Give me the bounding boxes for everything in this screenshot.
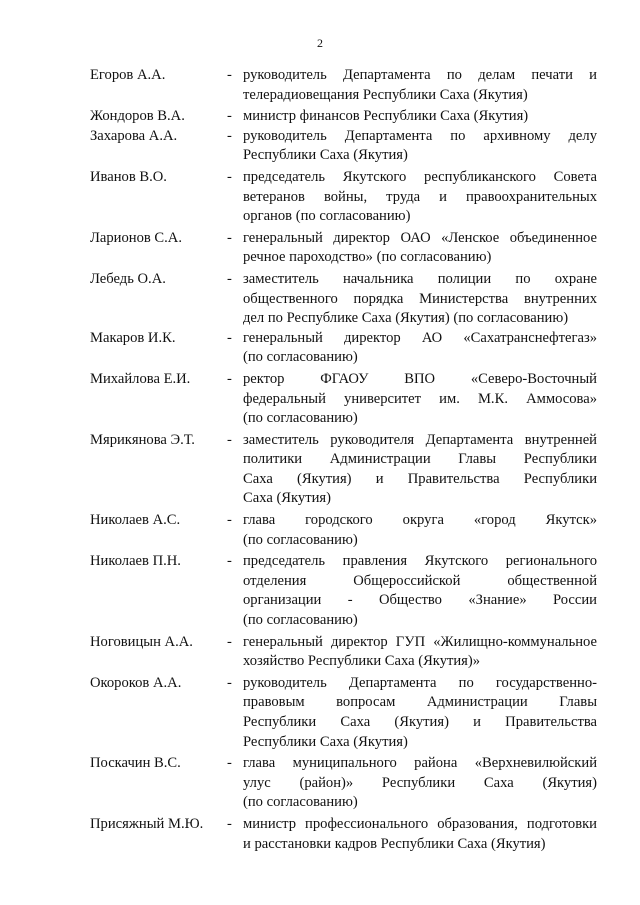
- member-position: [243, 127, 597, 166]
- member-position: [243, 815, 597, 854]
- member-row: [0, 815, 640, 854]
- position-line: руководитель Департамента по делам печати и: [243, 67, 597, 83]
- dash-separator: -: [227, 67, 232, 83]
- member-name: Иванов В.О.: [90, 168, 167, 185]
- position-line: генеральный директор АО «Сахатранснефтегаз»: [243, 329, 597, 346]
- position-line: министр финансов Республики Саха (Якутия): [243, 108, 529, 125]
- member-position: [243, 754, 597, 813]
- member-position: [243, 370, 597, 429]
- member-row: [0, 754, 640, 813]
- member-position: [243, 633, 597, 672]
- member-list: [0, 66, 640, 854]
- position-line: министр профессионального образования, подготовки: [243, 815, 597, 832]
- position-line: отделения Общероссийской общественной: [243, 572, 597, 589]
- position-line: и расстановки кадров Республики Саха (Якутия): [243, 835, 546, 852]
- member-row: [0, 127, 640, 166]
- member-row: [0, 633, 640, 672]
- position-line: глава муниципального района «Верхневилюйский: [243, 755, 597, 772]
- member-row: [0, 329, 640, 368]
- member-name: Николаев А.С.: [90, 512, 181, 529]
- dash-separator: -: [227, 370, 232, 387]
- position-line: правовым вопросам Администрации Главы: [243, 694, 597, 711]
- position-line: заместитель начальника полиции по охране: [243, 270, 597, 287]
- member-name: Поскачин В.С.: [90, 755, 181, 772]
- position-line: генеральный директор ГУП «Жилищно-коммунальное: [243, 633, 597, 650]
- position-line: телерадиовещания Республики Саха (Якутия): [243, 86, 528, 103]
- member-row: [0, 229, 640, 268]
- position-line: руководитель Департамента по государственно-: [243, 674, 597, 691]
- member-name: Михайлова Е.И.: [90, 370, 191, 387]
- position-line: руководитель Департамента по архивному делу: [243, 127, 597, 144]
- position-line: Саха (Якутия) и Правительства Республики: [243, 470, 597, 487]
- position-line: улус (район)» Республики Саха (Якутия): [243, 774, 597, 791]
- position-line: (по согласованию): [243, 531, 358, 548]
- dash-separator: -: [227, 755, 232, 772]
- position-line: органов (по согласованию): [243, 208, 411, 225]
- position-line: генеральный директор ОАО «Ленское объединенное: [243, 229, 597, 246]
- position-line: (по согласованию): [243, 612, 358, 629]
- position-line: (по согласованию): [243, 349, 358, 366]
- dash-separator: -: [227, 815, 232, 832]
- dash-separator: -: [227, 674, 232, 691]
- position-line: Республики Саха (Якутия): [243, 147, 408, 164]
- position-line: глава городского округа «город Якутск»: [243, 512, 597, 529]
- member-name: Окороков А.А.: [90, 674, 182, 691]
- member-position: [243, 168, 597, 227]
- position-line: хозяйство Республики Саха (Якутия)»: [243, 653, 481, 670]
- member-position: [243, 229, 597, 268]
- position-line: Саха (Якутия): [243, 490, 331, 507]
- position-line: Республики Саха (Якутия) и Правительства: [243, 714, 597, 730]
- member-row: [0, 168, 640, 227]
- member-row: [0, 66, 640, 105]
- member-position: [243, 329, 597, 368]
- page-number: 2: [317, 36, 323, 50]
- member-name: Макаров И.К.: [90, 329, 176, 346]
- position-line: организации - Общество «Знание» России: [243, 592, 597, 609]
- member-row: [0, 511, 640, 550]
- member-name: Егоров А.А.: [90, 67, 166, 83]
- dash-separator: -: [227, 270, 232, 287]
- position-line: (по согласованию): [243, 410, 358, 427]
- dash-separator: -: [227, 127, 232, 144]
- dash-separator: -: [227, 168, 232, 185]
- member-row: [0, 674, 640, 752]
- position-line: ветеранов войны, труда и правоохранительных: [243, 188, 597, 205]
- position-line: дел по Республике Саха (Якутия) (по согласованию): [243, 310, 569, 327]
- member-name: Ларионов С.А.: [90, 229, 182, 246]
- member-position: [243, 107, 597, 127]
- dash-separator: -: [227, 108, 232, 125]
- dash-separator: -: [227, 431, 232, 448]
- member-name: Лебедь О.А.: [90, 270, 166, 287]
- position-line: (по согласованию): [243, 794, 358, 811]
- dash-separator: -: [227, 512, 232, 529]
- member-position: [243, 431, 597, 509]
- member-position: [243, 270, 597, 329]
- dash-separator: -: [227, 633, 232, 650]
- dash-separator: -: [227, 553, 232, 570]
- member-name: Ноговицын А.А.: [90, 633, 193, 650]
- position-line: федеральный университет им. М.К. Аммосова»: [243, 390, 597, 407]
- position-line: политики Администрации Главы Республики: [243, 451, 597, 468]
- member-row: [0, 270, 640, 329]
- position-line: речное пароходство» (по согласованию): [243, 249, 492, 266]
- member-position: [243, 66, 597, 105]
- member-name: Мярикянова Э.Т.: [90, 431, 195, 448]
- member-name: Присяжный М.Ю.: [90, 815, 204, 832]
- member-row: [0, 552, 640, 630]
- position-line: общественного порядка Министерства внутренних: [243, 290, 597, 307]
- member-position: [243, 674, 597, 752]
- member-row: [0, 431, 640, 509]
- dash-separator: -: [227, 329, 232, 346]
- position-line: председатель правления Якутского регионального: [243, 553, 597, 570]
- member-name: Захарова А.А.: [90, 127, 178, 144]
- dash-separator: -: [227, 229, 232, 246]
- position-line: ректор ФГАОУ ВПО «Северо-Восточный: [243, 370, 597, 387]
- member-row: [0, 370, 640, 429]
- member-row: [0, 107, 640, 127]
- position-line: заместитель руководителя Департамента внутренней: [243, 431, 597, 448]
- position-line: председатель Якутского республиканского Совета: [243, 168, 597, 185]
- member-name: Николаев П.Н.: [90, 553, 181, 570]
- position-line: Республики Саха (Якутия): [243, 733, 408, 750]
- member-position: [243, 511, 597, 550]
- member-position: [243, 552, 597, 630]
- member-name: Жондоров В.А.: [90, 108, 185, 125]
